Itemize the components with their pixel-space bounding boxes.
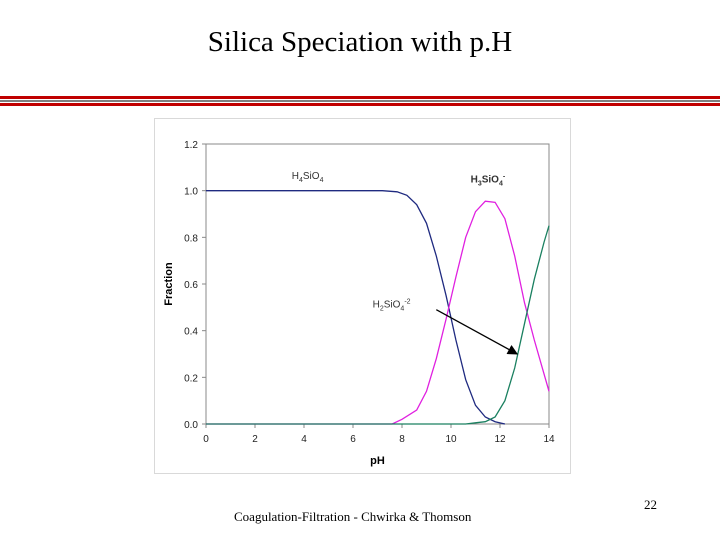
series-label: $H_3SiO_4^-$ <box>470 173 506 188</box>
series-line <box>206 226 549 424</box>
y-tick-label: 0.6 <box>184 280 198 291</box>
x-axis-label: pH <box>370 455 385 467</box>
y-tick-label: 1.2 <box>184 140 198 151</box>
title-rule-line <box>0 100 720 102</box>
y-tick-label: 0.4 <box>184 326 198 338</box>
series-line <box>206 201 549 424</box>
annotation-arrow <box>436 310 517 354</box>
title-divider-rule <box>0 96 720 108</box>
slide-footer: Coagulation-Filtration - Chwirka & Thomson <box>234 509 472 524</box>
x-tick-label: 14 <box>543 434 555 445</box>
y-tick-label: 0.8 <box>184 233 198 245</box>
series-line <box>206 191 505 424</box>
y-tick-label: 0.2 <box>184 373 198 385</box>
x-tick-label: 10 <box>445 434 457 445</box>
y-axis-label: Fraction <box>163 262 175 306</box>
x-tick-label: 4 <box>301 434 307 445</box>
x-tick-label: 6 <box>350 434 356 445</box>
title-rule-line <box>0 96 720 99</box>
x-tick-label: 0 <box>203 434 209 445</box>
y-tick-label: 0.0 <box>184 420 198 431</box>
slide-title: Silica Speciation with p.H <box>207 26 513 58</box>
plot-area <box>206 144 549 424</box>
x-tick-label: 2 <box>252 434 258 445</box>
x-tick-label: 12 <box>494 434 506 445</box>
series-label: $H_4SiO_4$ <box>291 171 324 184</box>
page-number: 22 <box>644 497 657 512</box>
speciation-chart <box>155 119 570 473</box>
title-rule-line <box>0 103 720 106</box>
x-tick-label: 8 <box>399 434 405 445</box>
series-label: $H_2SiO_4^{-2}$ <box>372 298 411 313</box>
y-tick-label: 1.0 <box>184 186 198 198</box>
chart-frame <box>154 118 571 474</box>
